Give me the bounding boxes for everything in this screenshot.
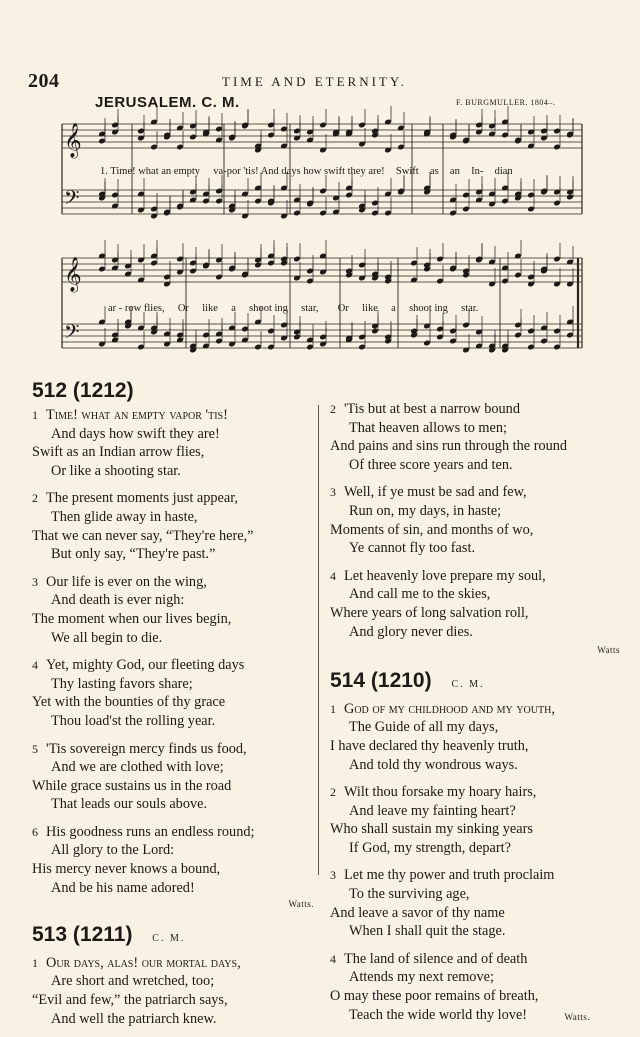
left-column [32,378,314,1037]
lyric-syllable: an [449,166,460,177]
hymn-alt-number: (1211) [72,922,133,946]
stanza-number: 1 [32,955,38,970]
verse-line: Attends my next remove; [349,969,494,986]
verse-line: That we can never say, “They're here,” [32,527,254,544]
lyric-syllable: ing [434,303,448,314]
bass-clef-icon: 𝄢 [64,188,80,214]
lyric-syllable: 'tis! [243,166,259,177]
verse-line: The Guide of all my days, [349,719,499,736]
hymn-meter: C. M. [451,678,485,690]
verse-line: The land of silence and of death [344,950,528,967]
stanza-number: 5 [32,741,38,756]
stanza [330,866,620,940]
verse-line: God of my childhood and my youth, [344,700,555,717]
verse-line: Wilt thou forsake my hoary hairs, [344,784,537,801]
verse-line: And told thy wondrous ways. [349,756,518,773]
stanza-number: 3 [330,485,336,500]
hymn-heading [330,668,620,698]
lyric-syllable: ing [274,303,288,314]
verse-line: Ye cannot fly too fast. [349,540,476,557]
lyric-syllable: like [362,303,378,314]
verse-line: Of three score years and ten. [349,456,513,473]
verse-line: Run on, my days, in haste; [349,502,502,519]
hymn-meter: C. M. [152,932,186,944]
verse-line: Time! what an empty vapor 'tis! [46,407,228,423]
stanza-number: 2 [32,491,38,506]
stanza [330,567,620,641]
stanza [32,740,314,814]
tune-name: JERUSALEM. C. M. [95,94,240,111]
verse-line: And glory never dies. [349,623,473,640]
verse-line: We all begin to die. [51,629,163,646]
running-head: TIME AND ETERNITY. [222,74,407,89]
hymn-alt-number: (1212) [72,379,134,402]
verse-line: While grace sustains us in the road [32,777,232,794]
verse-line: Moments of sin, and months of wo, [330,521,534,538]
tune-composer: F. BURGMULLER. 1804–. [456,98,556,107]
stanza-number: 2 [330,785,336,800]
verse-line: His goodness runs an endless round; [46,823,255,840]
verse-line: And death is ever nigh: [51,592,185,609]
lyric-syllable: Or [337,303,349,314]
stanza-number: 6 [32,824,38,839]
stanza-number: 1 [330,701,336,716]
lyric-syllable: Swift [395,166,419,177]
verse-line: Let me thy power and truth proclaim [344,867,555,884]
bass-clef-icon: 𝄢 [64,322,80,348]
verse-line: I have declared thy heavenly truth, [330,737,529,754]
treble-clef-icon: 𝄞 [64,124,82,157]
lyric-syllable: por [226,166,241,177]
verse-line: And be his name adored! [51,879,195,896]
verse-line: Or like a shooting star. [51,462,181,479]
lyric-syllable: And days how swift they are! [260,166,385,177]
page-number: 204 [28,70,60,92]
stanza-number: 4 [330,568,336,583]
verse-line: Let heavenly love prepare my soul, [344,567,546,584]
stanza [32,406,314,480]
verse-line: Teach the wide world thy love! [349,1006,528,1023]
lyric-syllable: - [118,303,123,314]
verse-line: Our days, alas! our mortal days, [46,954,241,971]
lyric-syllable: row flies, [124,303,165,314]
stanza [330,483,620,557]
lyric-syllable: va- [213,166,227,177]
lyric-syllable: star. [461,303,479,314]
tune-lyric-line-1 [100,166,580,177]
verse-line: And well the patriarch knew. [51,1010,217,1027]
verse-line: 'Tis but at best a narrow bound [344,401,520,417]
lyric-syllable: star, [301,303,319,314]
lyric-syllable: a [231,303,236,314]
verse-line: Our life is ever on the wing, [46,573,207,590]
verse-line: Then glide away in haste, [51,508,198,525]
column-divider [318,405,319,875]
stanza-number: 3 [32,574,38,589]
verse-line: Well, if ye must be sad and few, [344,484,527,501]
verse-line: That leads our souls above. [51,796,208,813]
stanza [32,656,314,730]
stanza-number: 4 [330,951,336,966]
verse-line: O may these poor remains of breath, [330,988,539,1005]
hymn-author: Watts. [564,1011,590,1022]
stanza [330,400,620,474]
treble-clef-icon: 𝄞 [64,258,82,291]
lyric-syllable: shoot [249,303,272,314]
verse-line: If God, my strength, depart? [349,839,511,856]
hymn-number: 514 [330,668,366,692]
verse-line: Yet with the bounties of thy grace [32,694,226,711]
stanza-number: 2 [330,402,336,416]
verse-line: Are short and wretched, too; [51,973,215,990]
verse-line: And leave a savor of thy name [330,904,505,921]
lyric-syllable: Or [177,303,189,314]
verse-line: All glory to the Lord: [51,842,175,859]
stanza [330,700,620,774]
verse-line: The present moments just appear, [46,490,238,507]
music-score [0,0,640,370]
stanza [32,954,314,1028]
lyric-syllable: ar [108,303,117,314]
verse-line: “Evil and few,” the patriarch says, [32,992,228,1009]
lyric-syllable: dian [494,166,513,177]
verse-line: And call me to the skies, [349,586,491,603]
hymn-alt-number: (1210) [370,668,432,692]
verse-line: Swift as an Indian arrow flies, [32,444,205,461]
tune-lyric-line-2 [108,303,578,314]
hymn-author: Watts [597,645,620,656]
stanza [32,823,314,897]
verse-line: Yet, mighty God, our fleeting days [46,657,245,674]
verse-line: Thy lasting favors share; [51,675,193,692]
verse-line: To the surviving age, [349,886,470,903]
verse-line: The moment when our lives begin, [32,610,232,627]
lyric-syllable: 1. Time! what an empty [100,166,201,177]
verse-line: Thou load'st the rolling year. [51,712,216,729]
verse-line: And we are clothed with love; [51,759,224,776]
stanza [32,573,314,647]
verse-line: And pains and sins run through the round [330,438,568,455]
hymn-heading [32,378,314,404]
hymn-heading [32,922,314,952]
lyric-syllable: In- [471,166,484,177]
lyric-syllable: a [391,303,396,314]
stanza [32,489,314,563]
lyric-syllable: like [202,303,218,314]
lyric-syllable: as [429,166,439,177]
verse-line: His mercy never knows a bound, [32,861,221,878]
hymn-author: Watts. [288,899,314,910]
verse-line: And leave my fainting heart? [349,802,516,819]
stanza [330,783,620,857]
verse-line: Where years of long salvation roll, [330,604,529,621]
stanza-number: 4 [32,658,38,673]
hymn-number: 512 [32,379,68,402]
stanza-number: 1 [32,408,38,422]
verse-line: That heaven allows to men; [349,419,508,436]
verse-line: And days how swift they are! [51,425,220,442]
verse-line: But only say, “They're past.” [51,546,216,563]
lyric-syllable: shoot [409,303,432,314]
verse-line: When I shall quit the stage. [349,923,506,940]
stanza-number: 3 [330,868,336,883]
right-column [330,400,620,1024]
verse-line: 'Tis sovereign mercy finds us food, [46,740,247,757]
verse-line: Who shall sustain my sinking years [330,821,533,838]
hymn-number: 513 [32,922,68,946]
